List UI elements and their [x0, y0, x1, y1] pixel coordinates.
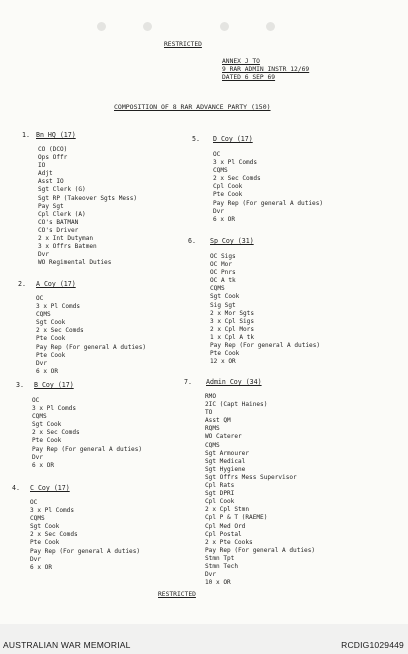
footer-source: AUSTRALIAN WAR MEMORIAL	[3, 640, 131, 650]
section-item: CO's BATMAN	[38, 218, 79, 226]
section-item: CO's Driver	[38, 226, 79, 234]
section-list	[213, 151, 323, 224]
section-item: 3 x Pl Comds	[213, 159, 258, 167]
section-number: 3.	[16, 381, 24, 389]
section-item: OC Mor	[210, 261, 233, 269]
section-item: Sgt Clerk (G)	[38, 186, 86, 194]
annex-line-3: DATED 6 SEP 69	[222, 74, 276, 81]
section-item: 2 x Pte Cooks	[205, 538, 253, 546]
section-heading: D Coy (17)	[213, 135, 253, 143]
section-list	[30, 499, 140, 572]
section-item: Sgt Offrs Mess Supervisor	[205, 473, 297, 481]
section-item: OC Sigs	[210, 253, 236, 260]
section-item: Cpl Rats	[205, 482, 235, 490]
section-number: 4.	[12, 484, 20, 492]
section-item: IO	[38, 162, 46, 170]
section-item: 2IC (Capt Haines)	[205, 401, 268, 409]
section-item: 2 x Sec Comds	[36, 327, 84, 335]
section-list	[38, 146, 137, 267]
section-item: 2 x Int Dutyman	[38, 235, 94, 243]
section-item: CQMS	[213, 167, 228, 175]
section-item: Ops Offr	[38, 154, 68, 162]
section-number: 5.	[192, 135, 200, 143]
punch-hole	[143, 22, 152, 31]
section-item: Cpl Clerk (A)	[38, 210, 86, 218]
section-item: Asst QM	[205, 417, 231, 425]
section-item: Dvr	[213, 207, 225, 215]
section-item: WO Caterer	[205, 433, 242, 441]
section-item: RQMS	[205, 425, 220, 433]
section-heading: Sp Coy (31)	[210, 237, 254, 245]
annex-line-2: 9 RAR ADMIN INSTR 12/69	[222, 66, 310, 73]
section-item: Sgt RP (Takeover Sgts Mess)	[38, 194, 138, 202]
section-item: 6 x OR	[30, 563, 53, 571]
footer-record-id: RCDIG1029449	[341, 640, 404, 650]
section-item: Pay Rep (For general A duties)	[210, 342, 321, 350]
annex-line-1: ANNEX J TO	[222, 58, 260, 65]
section-item: Pte Cook	[32, 437, 62, 445]
section-item: CO (DCO)	[38, 146, 68, 153]
section-item: Pay Sgt	[38, 202, 64, 210]
section-item: Sgt Armourer	[205, 449, 250, 457]
section-item: Sgt Cook	[30, 523, 60, 531]
punch-hole	[220, 22, 229, 31]
section-item: Pte Cook	[36, 335, 66, 343]
section-item: Pay Rep (For general A duties)	[205, 546, 316, 554]
section-item: 12 x OR	[210, 358, 236, 366]
section-item: 3 x Pl Comds	[30, 507, 75, 515]
section-item: Cpl P & T (RAEME)	[205, 514, 268, 522]
section-item: Cpl Postal	[205, 530, 242, 538]
section-heading: A Coy (17)	[36, 280, 76, 288]
section-item: CQMS	[205, 441, 220, 449]
classification-bottom: RESTRICTED	[158, 591, 196, 598]
section-item: Sgt Cook	[36, 319, 66, 327]
section-item: Pay Rep (For general A duties)	[30, 547, 141, 555]
section-item: Sgt Cook	[32, 421, 62, 429]
section-item: OC A tk	[210, 277, 236, 285]
section-item: 3 x Pl Comds	[36, 303, 81, 311]
section-item: Dvr	[32, 453, 44, 461]
section-list	[36, 295, 146, 376]
section-item: OC	[213, 151, 221, 158]
section-number: 6.	[188, 237, 196, 245]
section-item: CQMS	[210, 285, 225, 293]
section-item: Pay Rep (For general A duties)	[32, 445, 143, 453]
section-item: Cpl Cook	[213, 183, 243, 191]
section-item: Stmn Tpt	[205, 554, 235, 562]
section-item: OC Pnrs	[210, 269, 236, 277]
section-list	[205, 393, 315, 587]
section-item: Pte Cook	[213, 191, 243, 199]
section-item: 2 x Sec Comds	[32, 429, 80, 437]
section-item: Sgt DPRI	[205, 490, 235, 498]
section-item: 3 x Pl Comds	[32, 405, 77, 413]
section-item: 6 x OR	[213, 215, 236, 223]
section-item: Sgt Cook	[210, 293, 240, 301]
section-item: CQMS	[32, 413, 47, 421]
section-item: 10 x OR	[205, 579, 231, 587]
section-item: Dvr	[30, 555, 42, 563]
section-item: Cpl Med Ord	[205, 522, 246, 530]
section-list	[32, 397, 142, 470]
section-heading: Bn HQ (17)	[36, 131, 76, 139]
punch-hole	[266, 22, 275, 31]
section-item: Pay Rep (For general A duties)	[36, 343, 147, 351]
section-item: OC	[32, 397, 40, 404]
section-item: 2 x Cpl Stmn	[205, 506, 250, 514]
section-item: OC	[36, 295, 44, 302]
section-number: 1.	[22, 131, 30, 139]
section-item: TO	[205, 409, 213, 417]
section-item: Cpl Cook	[205, 498, 235, 506]
section-item: 6 x OR	[36, 367, 59, 375]
section-item: 2 x Sec Comds	[213, 175, 261, 183]
section-item: OC	[30, 499, 38, 506]
section-item: 2 x Sec Comds	[30, 531, 78, 539]
section-item: 6 x OR	[32, 461, 55, 469]
punch-hole	[97, 22, 106, 31]
section-number: 2.	[18, 280, 26, 288]
section-item: Pte Cook	[36, 351, 66, 359]
section-item: WO Regimental Duties	[38, 259, 112, 267]
section-item: CQMS	[30, 515, 45, 523]
document-title: COMPOSITION OF 8 RAR ADVANCE PARTY (150)	[114, 103, 271, 111]
section-heading: C Coy (17)	[30, 484, 70, 492]
section-heading: Admin Coy (34)	[206, 378, 262, 386]
classification-top: RESTRICTED	[164, 41, 202, 48]
section-item: Adjt	[38, 170, 53, 178]
section-item: Pay Rep (For general A duties)	[213, 199, 324, 207]
section-item: CQMS	[36, 311, 51, 319]
section-item: Stmn Tech	[205, 562, 239, 570]
section-item: Asst IO	[38, 178, 64, 186]
section-item: 2 x Mor Sgts	[210, 309, 255, 317]
section-item: 1 x Cpl A tk	[210, 333, 255, 341]
section-item: 3 x Offrs Batmen	[38, 243, 97, 251]
section-heading: B Coy (17)	[34, 381, 74, 389]
section-item: Sgt Hygiene	[205, 465, 246, 473]
section-item: Sgt Medical	[205, 457, 246, 465]
section-item: RMO	[205, 393, 217, 400]
section-item: Dvr	[205, 571, 217, 579]
section-item: Dvr	[38, 251, 50, 259]
section-item: Dvr	[36, 359, 48, 367]
section-number: 7.	[184, 378, 192, 386]
section-list	[210, 253, 320, 366]
section-item: Pte Cook	[30, 539, 60, 547]
section-item: Pte Cook	[210, 350, 240, 358]
section-item: 2 x Cpl Mors	[210, 325, 255, 333]
section-item: 3 x Cpl Sigs	[210, 317, 255, 325]
section-item: Sig Sgt	[210, 301, 236, 309]
